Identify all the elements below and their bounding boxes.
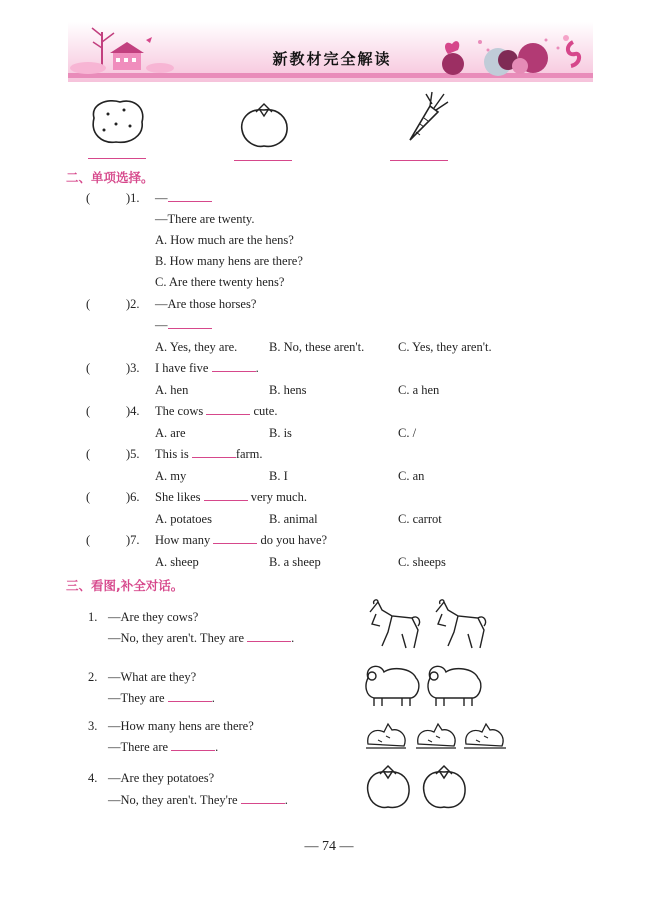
blank[interactable] xyxy=(171,749,215,751)
option-a: A. hen xyxy=(155,383,189,397)
hen-icon xyxy=(362,714,510,754)
question-2-line-2: — xyxy=(155,318,212,333)
question-5-number: )5. xyxy=(126,447,140,461)
option-b: B. I xyxy=(269,469,288,483)
dash-left: — xyxy=(304,839,319,854)
option-b: B. hens xyxy=(269,383,307,397)
question-1 xyxy=(86,191,90,206)
dialog-4-number: 4. xyxy=(88,771,98,785)
option-a: A. How much are the hens? xyxy=(155,233,294,247)
answer-paren: ( xyxy=(86,297,91,311)
header-title: 新教材完全解读 xyxy=(272,50,392,68)
question-4-number: )4. xyxy=(126,404,140,418)
answer-line-3[interactable] xyxy=(390,160,448,161)
option-a: A. my xyxy=(155,469,187,483)
dialog-3-answer: —There are . xyxy=(108,740,219,754)
question-6-number: )6. xyxy=(126,490,140,504)
question-1-number: )1. xyxy=(126,191,140,205)
answer-paren: ( xyxy=(86,361,91,375)
blank[interactable] xyxy=(212,370,256,372)
blank[interactable] xyxy=(247,640,291,642)
question-1-line-1: — xyxy=(155,191,212,206)
dialog-1-question: —Are they cows? xyxy=(108,610,199,624)
dialog-1-number: 1. xyxy=(88,610,98,624)
dialog-1-answer: —No, they aren't. They are . xyxy=(108,631,295,645)
option-c: C. a hen xyxy=(398,383,440,397)
potato-icon xyxy=(86,96,148,148)
blank[interactable] xyxy=(168,200,212,202)
section-3-title: 三、看图,补全对话。 xyxy=(66,578,184,593)
dialog-3-number: 3. xyxy=(88,719,98,733)
option-b: B. No, these aren't. xyxy=(269,340,365,354)
dialog-2-number: 2. xyxy=(88,670,98,684)
dialog-3-question: —How many hens are there? xyxy=(108,719,254,733)
answer-paren: ( xyxy=(86,191,91,205)
question-3-number: )3. xyxy=(126,361,140,375)
option-c: C. Are there twenty hens? xyxy=(155,275,285,289)
option-b: B. a sheep xyxy=(269,555,321,569)
question-1-line-2: —There are twenty. xyxy=(155,212,255,226)
option-a: A. are xyxy=(155,426,186,440)
option-c: C. an xyxy=(398,469,425,483)
horse-icon xyxy=(362,596,494,656)
option-a: A. sheep xyxy=(155,555,199,569)
answer-line-1[interactable] xyxy=(88,158,146,159)
blank[interactable] xyxy=(168,327,212,329)
answer-paren: ( xyxy=(86,490,91,504)
question-7-text: How many do you have? xyxy=(155,533,328,547)
section-2-title: 二、单项选择。 xyxy=(66,170,154,185)
tomato-icon xyxy=(362,762,474,812)
dialog-2-answer: —They are . xyxy=(108,691,215,705)
option-c: C. / xyxy=(398,426,417,440)
option-a: A. Yes, they are. xyxy=(155,340,238,354)
tomato-icon xyxy=(236,100,292,150)
option-c: C. carrot xyxy=(398,512,442,526)
answer-paren: ( xyxy=(86,404,91,418)
page-number: — 74 — xyxy=(304,839,354,854)
dialog-4-answer: —No, they aren't. They're . xyxy=(108,793,288,807)
question-4-text: The cows cute. xyxy=(155,404,278,418)
question-6-text: She likes very much. xyxy=(155,490,307,504)
carrot-icon xyxy=(400,84,452,144)
dialog-4-question: —Are they potatoes? xyxy=(108,771,215,785)
question-2-number: )2. xyxy=(126,297,140,311)
option-b: B. animal xyxy=(269,512,318,526)
dialog-2-question: —What are they? xyxy=(108,670,197,684)
option-b: B. is xyxy=(269,426,292,440)
blank[interactable] xyxy=(204,499,248,501)
sheep-icon xyxy=(362,660,488,710)
answer-line-2[interactable] xyxy=(234,160,292,161)
answer-paren: ( xyxy=(86,447,91,461)
question-5-text: This is farm. xyxy=(155,447,263,461)
blank[interactable] xyxy=(241,802,285,804)
option-a: A. potatoes xyxy=(155,512,212,526)
blank[interactable] xyxy=(213,542,257,544)
blank[interactable] xyxy=(192,456,236,458)
question-2-line-1: —Are those horses? xyxy=(155,297,257,311)
option-c: C. sheeps xyxy=(398,555,446,569)
blank[interactable] xyxy=(168,700,212,702)
option-c: C. Yes, they aren't. xyxy=(398,340,492,354)
question-3-text: I have five . xyxy=(155,361,259,375)
question-7-number: )7. xyxy=(126,533,140,547)
blank[interactable] xyxy=(206,413,250,415)
option-b: B. How many hens are there? xyxy=(155,254,303,268)
answer-paren: ( xyxy=(86,533,91,547)
dash-right: — xyxy=(339,839,354,854)
